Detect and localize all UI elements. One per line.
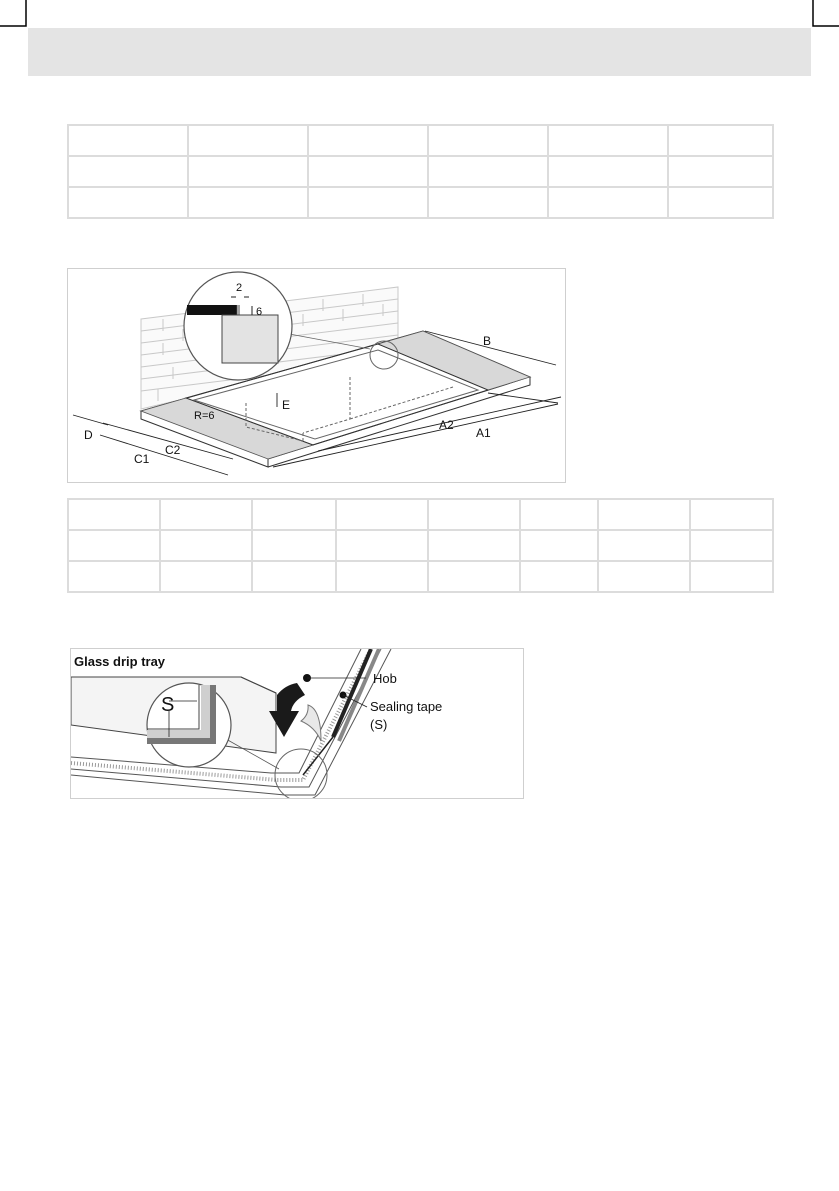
dimension-label-A1: A1	[476, 426, 491, 440]
dimension-label-B: B	[483, 334, 492, 348]
table-cell	[520, 561, 598, 592]
dimension-table-bottom	[67, 498, 774, 593]
crop-mark-top-left	[0, 0, 30, 30]
crop-mark-top-right	[809, 0, 839, 30]
edge-detail-inset	[184, 272, 292, 380]
table-row	[68, 156, 773, 187]
sealing-tape-icon	[301, 705, 321, 741]
cutout-dimensions-figure	[67, 268, 566, 483]
table-cell	[308, 125, 428, 156]
dimension-table-top	[67, 124, 774, 219]
table-cell	[336, 561, 428, 592]
dimension-label-C2: C2	[165, 443, 181, 457]
table-cell	[252, 561, 336, 592]
table-cell	[160, 561, 252, 592]
table-cell	[68, 156, 188, 187]
table-cell	[68, 561, 160, 592]
table-cell	[428, 499, 520, 530]
table-cell	[428, 125, 548, 156]
table-cell	[188, 187, 308, 218]
dimension-label-C1: C1	[134, 452, 150, 466]
table-cell	[428, 156, 548, 187]
depth-label: 6	[256, 306, 263, 318]
table-cell	[68, 187, 188, 218]
table-cell	[336, 530, 428, 561]
glass-drip-tray-figure	[70, 648, 524, 799]
table-cell	[68, 499, 160, 530]
table-row	[68, 499, 773, 530]
table-cell	[428, 187, 548, 218]
table-cell	[520, 499, 598, 530]
table-cell	[690, 499, 773, 530]
cutout-diagram	[68, 269, 565, 482]
table-cell	[668, 125, 773, 156]
radius-label: R=6	[194, 410, 215, 422]
table-row	[68, 561, 773, 592]
table-cell	[520, 530, 598, 561]
table-cell	[690, 561, 773, 592]
table-cell	[428, 561, 520, 592]
dimension-label-D: D	[84, 428, 93, 442]
table-cell	[598, 499, 690, 530]
gap-label: 2	[236, 282, 243, 294]
dimension-label-A2: A2	[439, 418, 454, 432]
sealing-detail-inset	[147, 683, 231, 767]
table-cell	[690, 530, 773, 561]
figure-title: Glass drip tray	[74, 654, 166, 669]
table-cell	[188, 156, 308, 187]
table-cell	[160, 499, 252, 530]
table-cell	[598, 561, 690, 592]
table-cell	[548, 156, 668, 187]
table-cell	[68, 530, 160, 561]
hob-label: Hob	[373, 671, 397, 686]
table-cell	[548, 125, 668, 156]
sealing-tape-label-s: (S)	[370, 717, 388, 732]
table-cell	[160, 530, 252, 561]
table-cell	[308, 187, 428, 218]
table-cell	[308, 156, 428, 187]
table-cell	[68, 125, 188, 156]
table-cell	[252, 499, 336, 530]
table-cell	[668, 187, 773, 218]
s-label: S	[161, 694, 175, 716]
table-cell	[252, 530, 336, 561]
table-row	[68, 187, 773, 218]
dimension-label-E: E	[282, 398, 291, 412]
sealing-tape-label: Sealing tape	[370, 699, 443, 714]
table-row	[68, 125, 773, 156]
table-cell	[428, 530, 520, 561]
table-cell	[668, 156, 773, 187]
table-cell	[598, 530, 690, 561]
drip-tray-diagram	[71, 649, 523, 798]
table-cell	[188, 125, 308, 156]
table-cell	[336, 499, 428, 530]
section-header-bar	[28, 28, 811, 76]
table-cell	[548, 187, 668, 218]
table-row	[68, 530, 773, 561]
